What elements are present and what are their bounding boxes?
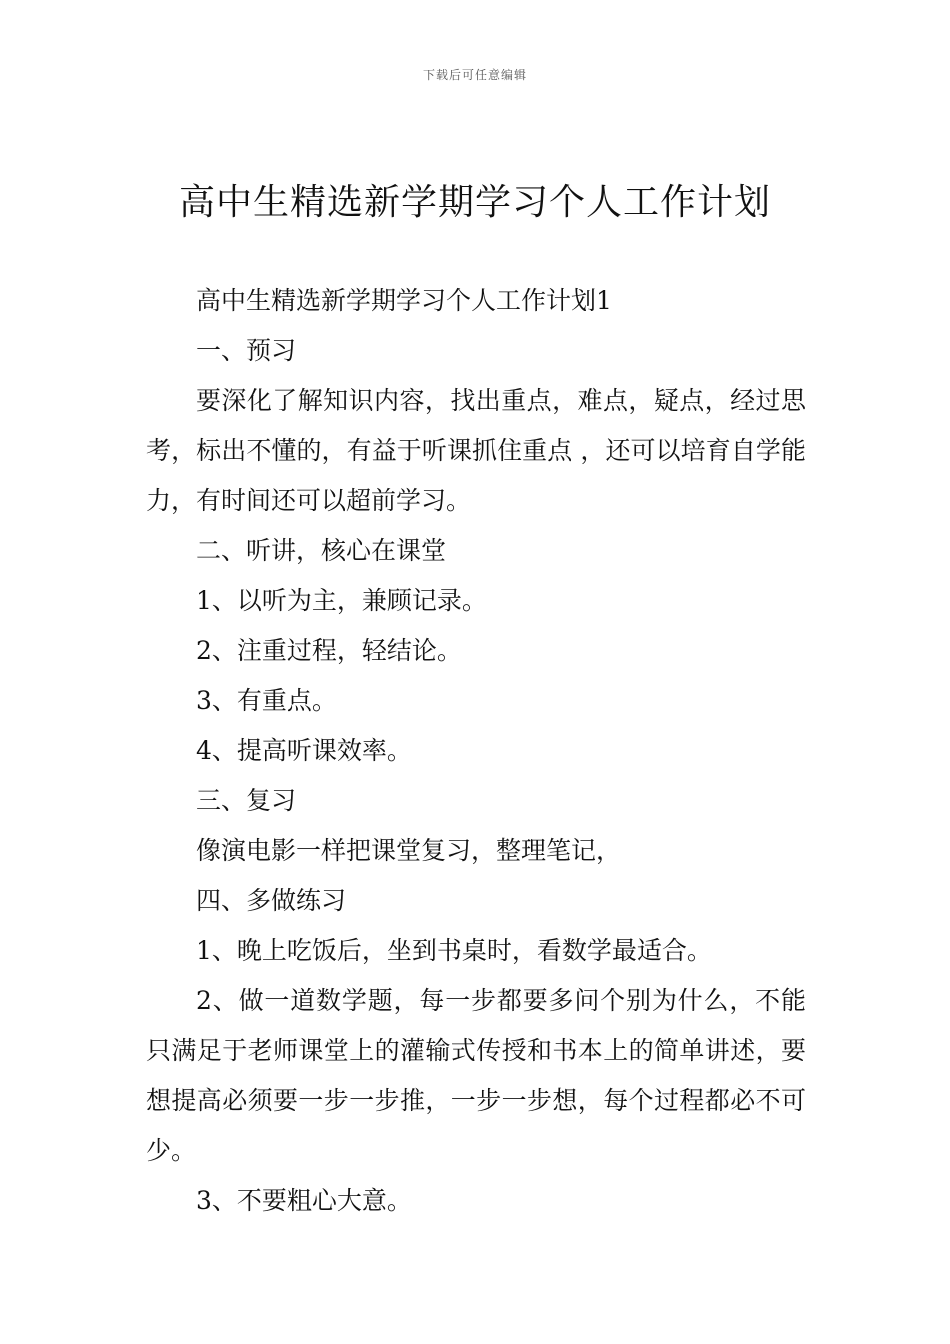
list-item: 2、注重过程，轻结论。 [196, 636, 462, 665]
section-subtitle: 高中生精选新学期学习个人工作计划1 [196, 286, 612, 315]
paragraph-preview: 要深化了解知识内容，找出重点，难点，疑点，经过思考，标出不懂的，有益于听课抓住重点 ，还可以培育自学能力，有时间还可以超前学习。 [146, 386, 806, 515]
list-item: 2、做一道数学题，每一步都要多问个别为什么，不能只满足于老师课堂上的灌输式传授和书本上的简单讲述，要想提高必须要一步一步推，一步一步想，每个过程都必不可少。 [146, 986, 806, 1165]
paragraph-review: 像演电影一样把课堂复习，整理笔记， [196, 836, 622, 865]
list-item: 3、不要粗心大意。 [196, 1186, 412, 1215]
list-item: 1、以听为主，兼顾记录。 [196, 586, 487, 615]
header-note: 下载后可任意编辑 [422, 68, 527, 82]
list-item: 4、提高听课效率。 [196, 736, 412, 765]
document-title: 高中生精选新学期学习个人工作计划 [178, 182, 771, 223]
document-body [146, 276, 806, 1226]
list-item: 3、有重点。 [196, 686, 337, 715]
heading-preview: 一、预习 [196, 336, 297, 365]
heading-review: 三、复习 [196, 786, 297, 815]
heading-practice: 四、多做练习 [196, 886, 347, 915]
heading-listening: 二、听讲，核心在课堂 [196, 536, 447, 565]
list-item: 1、晚上吃饭后，坐到书桌时，看数学最适合。 [196, 936, 712, 965]
